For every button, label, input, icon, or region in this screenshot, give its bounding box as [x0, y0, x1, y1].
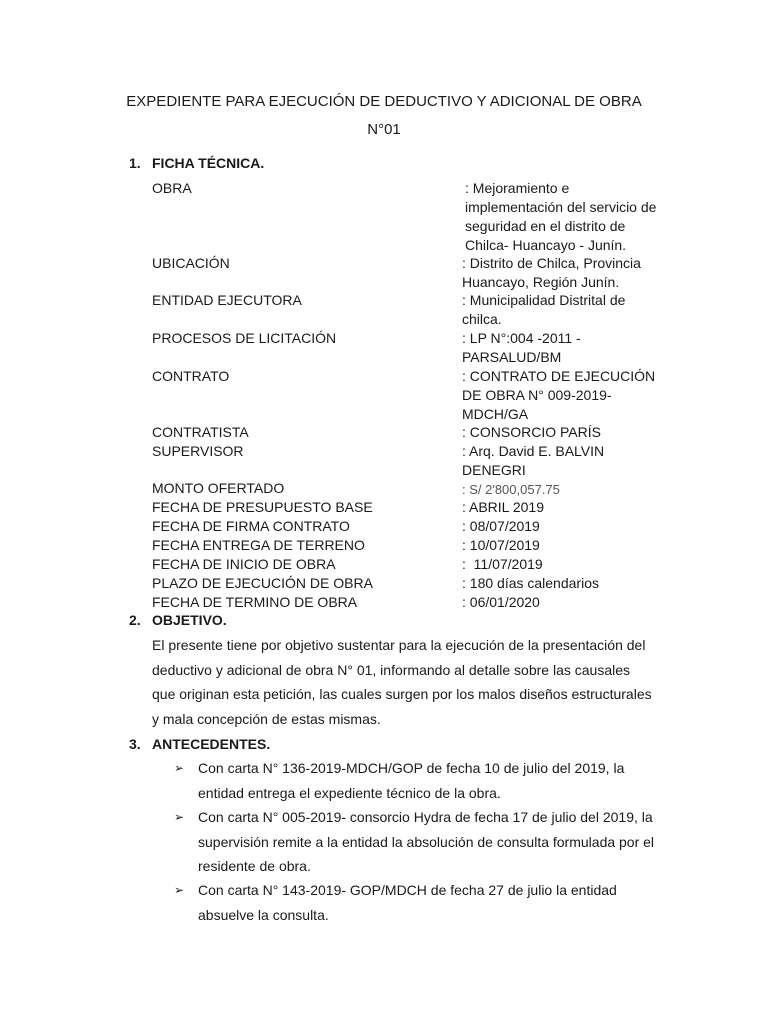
section2-title: OBJETIVO. [152, 612, 227, 628]
row-value-plazo: : 180 días calendarios [462, 575, 599, 591]
row-label-contrato: CONTRATO [152, 368, 230, 384]
row-value-firma: : 08/07/2019 [462, 518, 540, 534]
document-title-line2: N°01 [367, 121, 401, 138]
section1-title: FICHA TÉCNICA. [152, 155, 265, 171]
arrow-bullet-icon: ➢ [174, 810, 185, 824]
row-label-supervisor: SUPERVISOR [152, 443, 244, 459]
arrow-bullet-icon: ➢ [174, 761, 185, 775]
row-value-procesos: : LP N°:004 -2011 - PARSALUD/BM [462, 330, 581, 365]
row-label-terreno: FECHA ENTREGA DE TERRENO [152, 537, 365, 553]
row-label-firma: FECHA DE FIRMA CONTRATO [152, 518, 350, 534]
antecedent-item-1: Con carta N° 136-2019-MDCH/GOP de fecha 10 de julio del 2019, la entidad entrega el expediente técnico de la obra. [198, 760, 625, 801]
row-label-monto: MONTO OFERTADO [152, 480, 285, 496]
row-value-inicio: : 11/07/2019 [462, 556, 543, 572]
section3-title: ANTECEDENTES. [152, 736, 271, 752]
section3-number: 3. [129, 736, 141, 752]
antecedent-item-3: Con carta N° 143-2019- GOP/MDCH de fecha 27 de julio la entidad absuelve la consulta. [198, 882, 617, 923]
row-label-contratista: CONTRATISTA [152, 424, 249, 440]
section1-number: 1. [129, 155, 141, 171]
row-value-termino: : 06/01/2020 [462, 594, 540, 610]
row-label-inicio: FECHA DE INICIO DE OBRA [152, 556, 336, 572]
objective-paragraph: El presente tiene por objetivo sustentar para la ejecución de la presentación del deductivo y adicional de obra N° 01, informando al detalle sobre las causales que originan esta petición, las cuales surgen por los malos diseños estructurales y mala concepción de estas mismas. [152, 637, 652, 727]
row-label-obra: OBRA [152, 180, 192, 196]
row-label-termino: FECHA DE TERMINO DE OBRA [152, 594, 358, 610]
row-value-entidad: : Municipalidad Distrital de chilca. [462, 292, 626, 327]
row-label-presupuesto: FECHA DE PRESUPUESTO BASE [152, 499, 373, 515]
arrow-bullet-icon: ➢ [174, 883, 185, 897]
row-value-contrato: : CONTRATO DE EJECUCIÓN DE OBRA N° 009-2019-MDCH/GA [462, 368, 656, 422]
document-title-line1: EXPEDIENTE PARA EJECUCIÓN DE DEDUCTIVO Y ADICIONAL DE OBRA [126, 93, 642, 110]
row-value-monto: : S/ 2'800,057.75 [462, 482, 560, 497]
row-label-ubicacion: UBICACIÓN [152, 255, 230, 271]
row-label-plazo: PLAZO DE EJECUCIÓN DE OBRA [152, 575, 373, 591]
antecedent-item-2: Con carta N° 005-2019- consorcio Hydra de fecha 17 de julio del 2019, la supervisión remite a la entidad la absolución de consulta formulada por el residente de obra. [198, 809, 655, 874]
row-value-presupuesto: : ABRIL 2019 [462, 499, 544, 515]
section2-number: 2. [129, 612, 141, 628]
row-label-entidad: ENTIDAD EJECUTORA [152, 292, 302, 308]
row-value-ubicacion: : Distrito de Chilca, Provincia Huancayo, Región Junín. [462, 255, 641, 290]
row-value-terreno: : 10/07/2019 [462, 537, 540, 553]
row-value-contratista: : CONSORCIO PARÍS [462, 424, 601, 440]
row-value-obra: : Mejoramiento e implementación del servicio de seguridad en el distrito de Chilca- Huancayo - Junín. [465, 180, 657, 253]
row-label-procesos: PROCESOS DE LICITACIÓN [152, 330, 337, 346]
row-value-supervisor: : Arq. David E. BALVIN DENEGRI [462, 443, 605, 478]
